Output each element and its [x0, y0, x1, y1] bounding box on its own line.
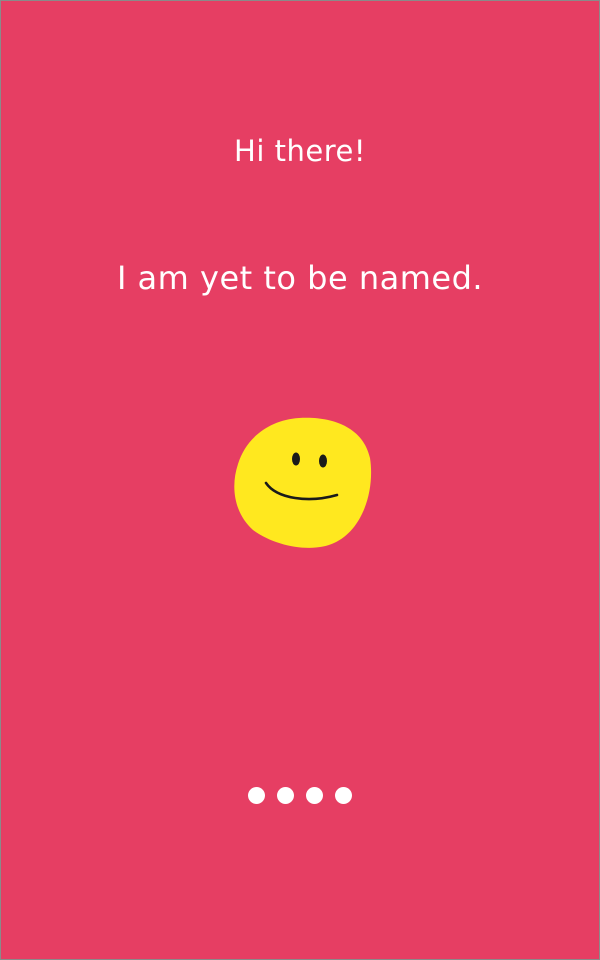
smiley-face-body — [234, 418, 371, 548]
page-indicator-dot-4[interactable] — [335, 787, 352, 804]
page-indicator-dot-1[interactable] — [248, 787, 265, 804]
page-indicator — [1, 787, 599, 807]
greeting-text: Hi there! — [234, 134, 366, 168]
smiley-face-icon — [229, 411, 373, 551]
page-indicator-dot-2[interactable] — [277, 787, 294, 804]
smiley-left-eye — [292, 453, 300, 466]
subtitle-text: I am yet to be named. — [116, 259, 484, 297]
page-indicator-dot-3[interactable] — [306, 787, 323, 804]
smiley-right-eye — [319, 455, 327, 468]
